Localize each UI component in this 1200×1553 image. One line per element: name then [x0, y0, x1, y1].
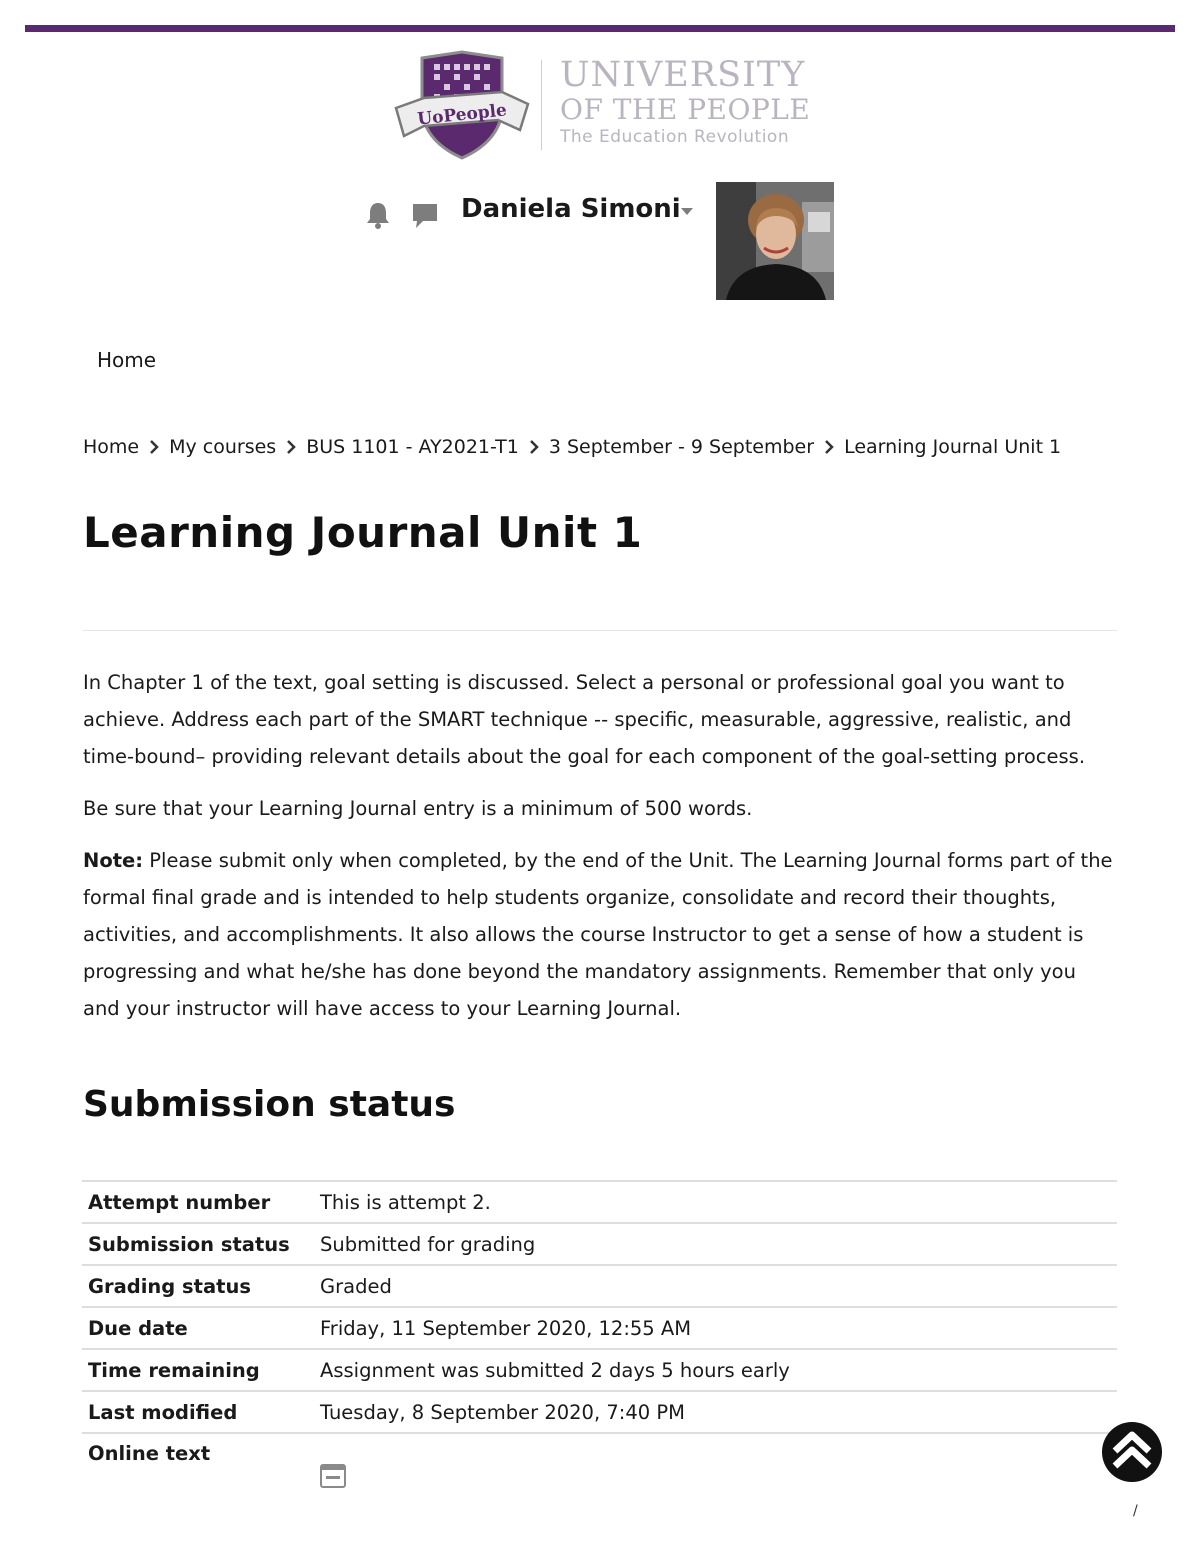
table-row	[82, 1223, 1117, 1265]
divider	[83, 630, 1117, 631]
expand-text-icon[interactable]	[320, 1464, 346, 1488]
logo-wordmark	[560, 56, 810, 148]
breadcrumb-my-courses[interactable]: My courses	[169, 436, 277, 458]
user-bar	[364, 180, 844, 300]
breadcrumb	[83, 436, 1061, 458]
table-row	[82, 1307, 1117, 1349]
row-value: Friday, 11 September 2020, 12:55 AM	[320, 1316, 692, 1340]
row-label: Time remaining	[88, 1358, 260, 1382]
description-paragraph-1: In Chapter 1 of the text, goal setting is discussed. Select a personal or professional goal you want to achieve. Address each part of the SMART technique -- specific, measurable, aggressive, realistic, and time-bound– providing relevant details about the goal for each component of the goal-setting process.	[83, 671, 1086, 768]
row-label: Grading status	[88, 1274, 251, 1298]
row-label: Online text	[88, 1442, 211, 1465]
table-row	[82, 1181, 1117, 1223]
logo-divider	[541, 60, 542, 150]
row-value: Submitted for grading	[320, 1232, 536, 1256]
logo-line-of-the-people: OF THE PEOPLE	[560, 93, 811, 126]
row-label: Due date	[88, 1316, 188, 1340]
table-row	[82, 1433, 1117, 1512]
chevron-right-icon	[824, 440, 834, 454]
row-label: Attempt number	[88, 1190, 271, 1214]
description-note	[83, 842, 1117, 1027]
page-title: Learning Journal Unit 1	[83, 508, 643, 557]
breadcrumb-current[interactable]: Learning Journal Unit 1	[844, 436, 1062, 458]
back-to-top-icon[interactable]	[1101, 1421, 1163, 1483]
row-value: Tuesday, 8 September 2020, 7:40 PM	[320, 1400, 685, 1424]
breadcrumb-home[interactable]: Home	[83, 436, 140, 458]
row-label: Submission status	[88, 1232, 290, 1256]
logo-tagline: The Education Revolution	[560, 127, 790, 147]
row-value: Assignment was submitted 2 days 5 hours early	[320, 1358, 790, 1382]
site-logo[interactable]	[394, 50, 814, 165]
chat-icon[interactable]	[410, 200, 440, 230]
nav-home-link[interactable]: Home	[97, 348, 157, 372]
breadcrumb-week[interactable]: 3 September - 9 September	[548, 436, 815, 458]
assignment-description	[83, 664, 1117, 1042]
user-menu-name[interactable]: Daniela Simoni	[461, 194, 681, 224]
caret-down-icon[interactable]	[680, 206, 694, 216]
description-paragraph-2: Be sure that your Learning Journal entry is a minimum of 500 words.	[83, 797, 753, 820]
breadcrumb-course[interactable]: BUS 1101 - AY2021-T1	[306, 436, 519, 458]
chevron-right-icon	[529, 440, 539, 454]
row-label: Last modified	[88, 1400, 238, 1424]
table-row	[82, 1391, 1117, 1433]
row-value	[314, 1433, 1117, 1512]
note-label: Note:	[83, 849, 144, 872]
row-value: Graded	[320, 1274, 392, 1298]
page-mark: /	[1133, 1503, 1138, 1519]
shield-logo-icon	[394, 50, 530, 162]
note-text: Please submit only when completed, by the end of the Unit. The Learning Journal forms part of the formal final grade and is intended to help students organize, consolidate and record their thoughts, activities, and accomplishments. It also allows the course Instructor to get a sense of how a student is progressing and what he/she has done beyond the mandatory assignments. Remember that only you and your instructor will have access to your Learning Journal.	[83, 849, 1113, 1020]
submission-status-title: Submission status	[83, 1084, 456, 1125]
chevron-right-icon	[149, 440, 159, 454]
submission-status-table	[82, 1180, 1117, 1512]
bell-icon[interactable]	[364, 200, 392, 230]
row-value: This is attempt 2.	[320, 1190, 491, 1214]
top-accent-bar	[25, 25, 1175, 32]
shield-label: UoPeople	[416, 100, 508, 130]
logo-line-university: UNIVERSITY	[560, 55, 806, 95]
chevron-right-icon	[286, 440, 296, 454]
table-row	[82, 1349, 1117, 1391]
table-row	[82, 1265, 1117, 1307]
avatar[interactable]	[716, 182, 834, 300]
